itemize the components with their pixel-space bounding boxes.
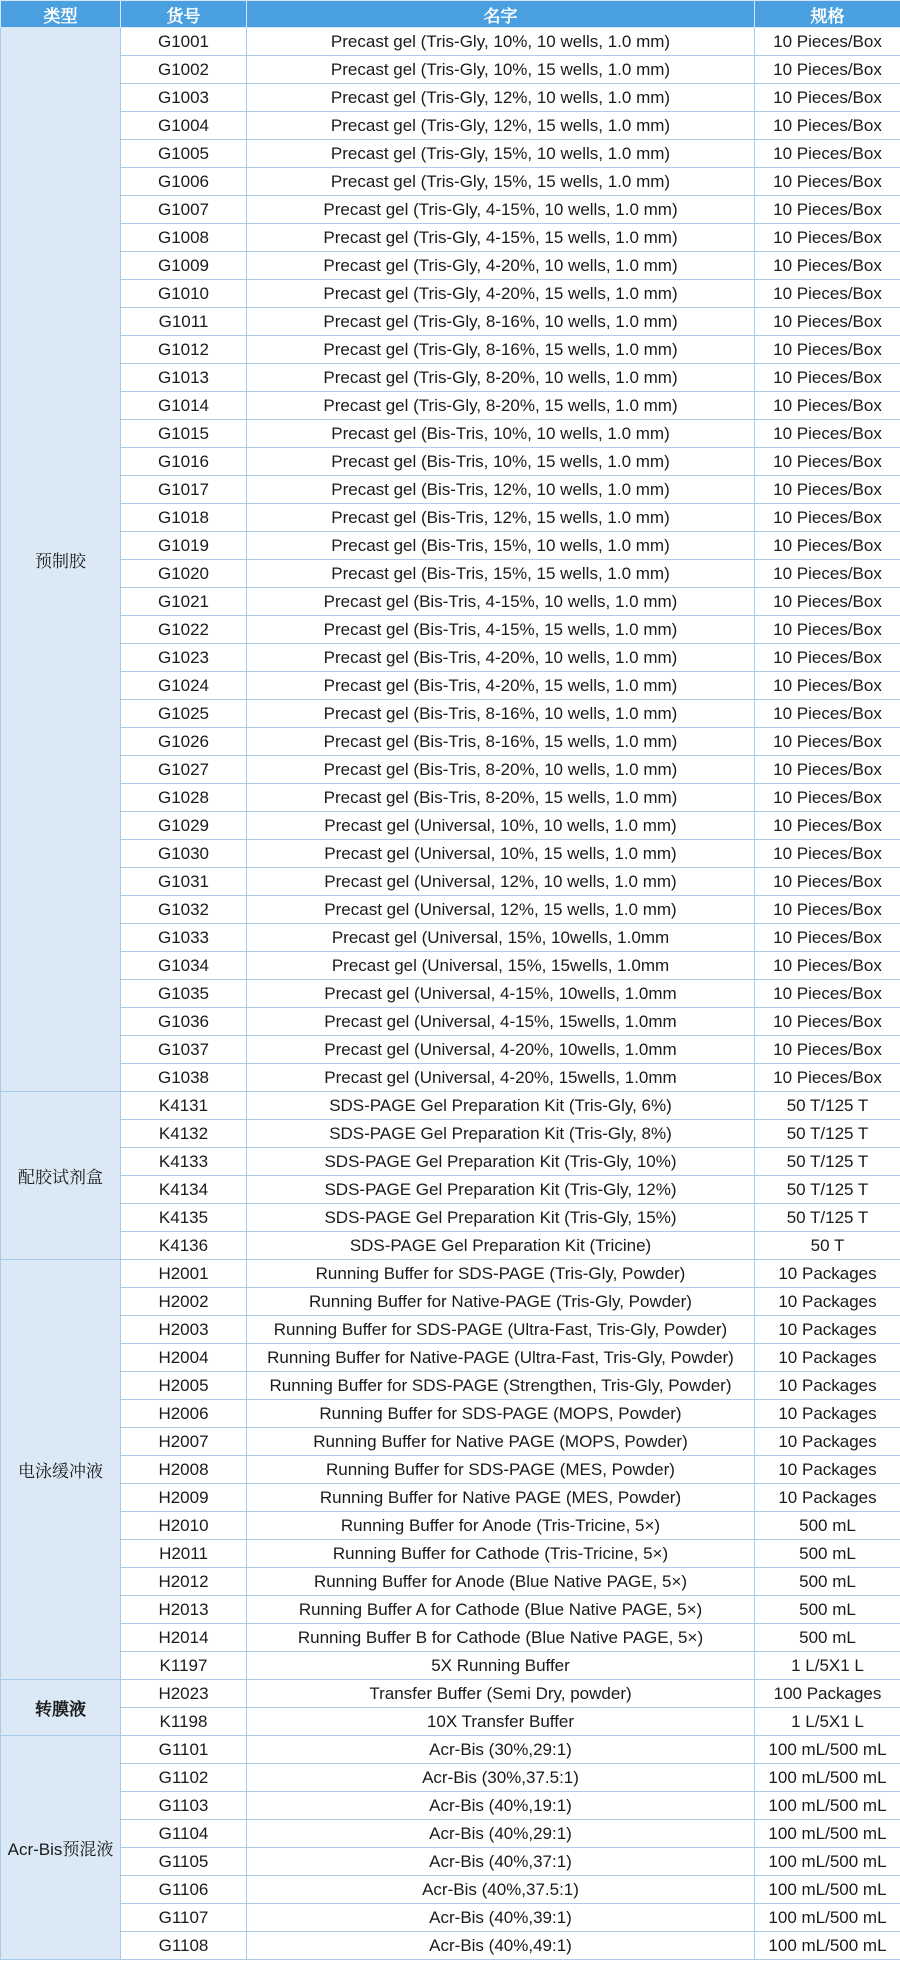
product-spec-cell: 10 Pieces/Box (755, 504, 900, 532)
product-code-cell: G1034 (121, 952, 247, 980)
category-cell: 电泳缓冲液 (1, 1260, 121, 1680)
product-code-cell: G1038 (121, 1064, 247, 1092)
table-row (1, 280, 900, 308)
product-name-cell: Running Buffer for SDS-PAGE (Tris-Gly, Powder) (247, 1260, 755, 1288)
table-row (1, 1008, 900, 1036)
product-spec-cell: 10 Pieces/Box (755, 784, 900, 812)
product-name-cell: Running Buffer for Anode (Blue Native PAGE, 5×) (247, 1568, 755, 1596)
product-name-cell: Precast gel (Bis-Tris, 10%, 10 wells, 1.0 mm) (247, 420, 755, 448)
product-code-cell: K4136 (121, 1232, 247, 1260)
product-code-cell: K4133 (121, 1148, 247, 1176)
product-name-cell: Acr-Bis (40%,29:1) (247, 1820, 755, 1848)
product-spec-cell: 50 T (755, 1232, 900, 1260)
product-code-cell: G1001 (121, 28, 247, 56)
product-name-cell: Precast gel (Tris-Gly, 8-20%, 15 wells, 1.0 mm) (247, 392, 755, 420)
product-code-cell: H2004 (121, 1344, 247, 1372)
table-row (1, 364, 900, 392)
product-spec-cell: 10 Pieces/Box (755, 588, 900, 616)
product-name-cell: Precast gel (Tris-Gly, 12%, 15 wells, 1.0 mm) (247, 112, 755, 140)
product-code-cell: H2010 (121, 1512, 247, 1540)
table-row (1, 1904, 900, 1932)
table-row (1, 812, 900, 840)
product-spec-cell: 10 Packages (755, 1400, 900, 1428)
product-name-cell: Precast gel (Universal, 12%, 10 wells, 1.0 mm) (247, 868, 755, 896)
product-code-cell: G1021 (121, 588, 247, 616)
product-name-cell: Acr-Bis (30%,29:1) (247, 1736, 755, 1764)
product-spec-cell: 10 Pieces/Box (755, 280, 900, 308)
product-code-cell: G1022 (121, 616, 247, 644)
product-spec-cell: 10 Pieces/Box (755, 224, 900, 252)
table-row (1, 560, 900, 588)
product-code-cell: G1007 (121, 196, 247, 224)
product-code-cell: G1011 (121, 308, 247, 336)
table-row (1, 1484, 900, 1512)
product-name-cell: Running Buffer for Native PAGE (MOPS, Powder) (247, 1428, 755, 1456)
product-spec-cell: 100 mL/500 mL (755, 1848, 900, 1876)
product-name-cell: Running Buffer for SDS-PAGE (MOPS, Powder) (247, 1400, 755, 1428)
product-name-cell: Precast gel (Bis-Tris, 15%, 10 wells, 1.0 mm) (247, 532, 755, 560)
product-spec-cell: 10 Pieces/Box (755, 1036, 900, 1064)
product-name-cell: Precast gel (Tris-Gly, 8-20%, 10 wells, 1.0 mm) (247, 364, 755, 392)
product-spec-cell: 100 mL/500 mL (755, 1904, 900, 1932)
product-code-cell: G1005 (121, 140, 247, 168)
product-code-cell: G1006 (121, 168, 247, 196)
product-name-cell: Precast gel (Tris-Gly, 10%, 10 wells, 1.0 mm) (247, 28, 755, 56)
table-row (1, 196, 900, 224)
product-spec-cell: 10 Pieces/Box (755, 924, 900, 952)
product-name-cell: SDS-PAGE Gel Preparation Kit (Tris-Gly, 15%) (247, 1204, 755, 1232)
product-name-cell: Precast gel (Bis-Tris, 8-16%, 15 wells, 1.0 mm) (247, 728, 755, 756)
product-name-cell: Precast gel (Bis-Tris, 4-20%, 15 wells, 1.0 mm) (247, 672, 755, 700)
product-spec-cell: 500 mL (755, 1624, 900, 1652)
product-name-cell: Precast gel (Universal, 10%, 15 wells, 1.0 mm) (247, 840, 755, 868)
product-code-cell: G1023 (121, 644, 247, 672)
product-spec-cell: 10 Pieces/Box (755, 868, 900, 896)
product-name-cell: Precast gel (Tris-Gly, 15%, 15 wells, 1.0 mm) (247, 168, 755, 196)
table-row (1, 308, 900, 336)
product-code-cell: G1103 (121, 1792, 247, 1820)
table-row (1, 1204, 900, 1232)
product-name-cell: Running Buffer A for Cathode (Blue Native PAGE, 5×) (247, 1596, 755, 1624)
product-name-cell: Precast gel (Bis-Tris, 8-16%, 10 wells, 1.0 mm) (247, 700, 755, 728)
table-row (1, 448, 900, 476)
product-spec-cell: 10 Pieces/Box (755, 1008, 900, 1036)
table-row (1, 1876, 900, 1904)
table-row (1, 1848, 900, 1876)
table-row (1, 420, 900, 448)
product-name-cell: Running Buffer for SDS-PAGE (MES, Powder) (247, 1456, 755, 1484)
product-name-cell: Precast gel (Universal, 4-20%, 15wells, 1.0mm (247, 1064, 755, 1092)
table-body (1, 28, 900, 1960)
table-row (1, 1064, 900, 1092)
product-spec-cell: 100 Packages (755, 1680, 900, 1708)
product-spec-cell: 100 mL/500 mL (755, 1876, 900, 1904)
product-code-cell: G1035 (121, 980, 247, 1008)
header-name: 名字 (247, 1, 755, 28)
product-code-cell: K4135 (121, 1204, 247, 1232)
product-code-cell: G1027 (121, 756, 247, 784)
product-name-cell: Precast gel (Bis-Tris, 8-20%, 10 wells, 1.0 mm) (247, 756, 755, 784)
product-code-cell: G1025 (121, 700, 247, 728)
table-row (1, 896, 900, 924)
product-spec-cell: 10 Pieces/Box (755, 196, 900, 224)
product-code-cell: G1029 (121, 812, 247, 840)
product-spec-cell: 50 T/125 T (755, 1176, 900, 1204)
product-code-cell: G1008 (121, 224, 247, 252)
table-row (1, 1288, 900, 1316)
table-row (1, 1092, 900, 1120)
product-spec-cell: 10 Pieces/Box (755, 252, 900, 280)
product-code-cell: G1108 (121, 1932, 247, 1960)
table-row (1, 1260, 900, 1288)
table-row (1, 1316, 900, 1344)
product-spec-cell: 10 Packages (755, 1288, 900, 1316)
product-spec-cell: 10 Pieces/Box (755, 616, 900, 644)
product-spec-cell: 10 Pieces/Box (755, 84, 900, 112)
product-name-cell: 5X Running Buffer (247, 1652, 755, 1680)
product-code-cell: K4134 (121, 1176, 247, 1204)
product-code-cell: G1028 (121, 784, 247, 812)
product-spec-cell: 100 mL/500 mL (755, 1736, 900, 1764)
product-code-cell: G1033 (121, 924, 247, 952)
category-cell: 预制胶 (1, 28, 121, 1092)
product-spec-cell: 10 Packages (755, 1484, 900, 1512)
table-row (1, 1764, 900, 1792)
product-code-cell: H2012 (121, 1568, 247, 1596)
table-row (1, 56, 900, 84)
table-row (1, 840, 900, 868)
table-row (1, 224, 900, 252)
table-row (1, 140, 900, 168)
table-row (1, 1400, 900, 1428)
table-row (1, 1624, 900, 1652)
table-row (1, 1932, 900, 1960)
product-code-cell: G1019 (121, 532, 247, 560)
product-code-cell: K1197 (121, 1652, 247, 1680)
product-spec-cell: 100 mL/500 mL (755, 1764, 900, 1792)
table-row (1, 1512, 900, 1540)
product-name-cell: Precast gel (Tris-Gly, 4-15%, 10 wells, 1.0 mm) (247, 196, 755, 224)
product-code-cell: H2003 (121, 1316, 247, 1344)
table-row (1, 1176, 900, 1204)
product-name-cell: 10X Transfer Buffer (247, 1708, 755, 1736)
product-code-cell: H2002 (121, 1288, 247, 1316)
table-row (1, 728, 900, 756)
product-spec-cell: 10 Packages (755, 1316, 900, 1344)
product-code-cell: G1012 (121, 336, 247, 364)
product-name-cell: Precast gel (Tris-Gly, 12%, 10 wells, 1.0 mm) (247, 84, 755, 112)
product-name-cell: SDS-PAGE Gel Preparation Kit (Tris-Gly, 6%) (247, 1092, 755, 1120)
product-spec-cell: 10 Pieces/Box (755, 644, 900, 672)
table-row (1, 168, 900, 196)
product-name-cell: Precast gel (Tris-Gly, 15%, 10 wells, 1.0 mm) (247, 140, 755, 168)
product-spec-cell: 10 Pieces/Box (755, 560, 900, 588)
table-row (1, 1652, 900, 1680)
product-spec-cell: 10 Pieces/Box (755, 812, 900, 840)
product-spec-cell: 10 Pieces/Box (755, 420, 900, 448)
product-code-cell: H2009 (121, 1484, 247, 1512)
product-spec-cell: 10 Pieces/Box (755, 28, 900, 56)
product-code-cell: G1002 (121, 56, 247, 84)
product-spec-cell: 10 Pieces/Box (755, 896, 900, 924)
product-spec-cell: 10 Pieces/Box (755, 112, 900, 140)
product-name-cell: Precast gel (Universal, 4-15%, 10wells, 1.0mm (247, 980, 755, 1008)
table-row (1, 28, 900, 56)
product-spec-cell: 50 T/125 T (755, 1120, 900, 1148)
product-code-cell: G1015 (121, 420, 247, 448)
product-name-cell: Running Buffer for Native-PAGE (Ultra-Fast, Tris-Gly, Powder) (247, 1344, 755, 1372)
product-spec-cell: 10 Packages (755, 1260, 900, 1288)
product-code-cell: G1013 (121, 364, 247, 392)
product-spec-cell: 10 Pieces/Box (755, 336, 900, 364)
table-row (1, 700, 900, 728)
product-spec-cell: 50 T/125 T (755, 1148, 900, 1176)
header-row (1, 1, 900, 28)
table-row (1, 1736, 900, 1764)
header-type: 类型 (1, 1, 121, 28)
product-name-cell: SDS-PAGE Gel Preparation Kit (Tris-Gly, 12%) (247, 1176, 755, 1204)
table-row (1, 616, 900, 644)
product-code-cell: H2001 (121, 1260, 247, 1288)
product-spec-cell: 10 Pieces/Box (755, 392, 900, 420)
table-row (1, 476, 900, 504)
product-spec-cell: 10 Packages (755, 1456, 900, 1484)
table-row (1, 532, 900, 560)
table-row (1, 1680, 900, 1708)
product-spec-cell: 1 L/5X1 L (755, 1708, 900, 1736)
product-spec-cell: 500 mL (755, 1596, 900, 1624)
table-row (1, 1708, 900, 1736)
product-name-cell: Precast gel (Tris-Gly, 4-20%, 15 wells, 1.0 mm) (247, 280, 755, 308)
product-code-cell: G1026 (121, 728, 247, 756)
product-spec-cell: 10 Packages (755, 1344, 900, 1372)
product-spec-cell: 10 Pieces/Box (755, 1064, 900, 1092)
table-row (1, 1428, 900, 1456)
product-code-cell: H2006 (121, 1400, 247, 1428)
product-spec-cell: 10 Pieces/Box (755, 672, 900, 700)
table-row (1, 504, 900, 532)
product-spec-cell: 10 Pieces/Box (755, 840, 900, 868)
product-spec-cell: 10 Pieces/Box (755, 532, 900, 560)
product-spec-cell: 10 Pieces/Box (755, 728, 900, 756)
product-code-cell: H2008 (121, 1456, 247, 1484)
product-spec-cell: 10 Pieces/Box (755, 308, 900, 336)
table-row (1, 112, 900, 140)
product-name-cell: Precast gel (Bis-Tris, 4-15%, 15 wells, 1.0 mm) (247, 616, 755, 644)
product-name-cell: SDS-PAGE Gel Preparation Kit (Tricine) (247, 1232, 755, 1260)
category-cell: Acr-Bis预混液 (1, 1736, 121, 1960)
product-name-cell: Precast gel (Bis-Tris, 12%, 15 wells, 1.0 mm) (247, 504, 755, 532)
table-row (1, 1372, 900, 1400)
table-row (1, 1540, 900, 1568)
table-row (1, 952, 900, 980)
product-spec-cell: 100 mL/500 mL (755, 1932, 900, 1960)
product-name-cell: Running Buffer for SDS-PAGE (Strengthen, Tris-Gly, Powder) (247, 1372, 755, 1400)
product-code-cell: K1198 (121, 1708, 247, 1736)
product-code-cell: H2013 (121, 1596, 247, 1624)
header-code: 货号 (121, 1, 247, 28)
product-name-cell: Precast gel (Tris-Gly, 8-16%, 15 wells, 1.0 mm) (247, 336, 755, 364)
product-name-cell: SDS-PAGE Gel Preparation Kit (Tris-Gly, 10%) (247, 1148, 755, 1176)
product-code-cell: H2005 (121, 1372, 247, 1400)
table-row (1, 1820, 900, 1848)
product-name-cell: Acr-Bis (40%,37.5:1) (247, 1876, 755, 1904)
table-row (1, 1148, 900, 1176)
table-row (1, 756, 900, 784)
product-code-cell: K4131 (121, 1092, 247, 1120)
product-code-cell: K4132 (121, 1120, 247, 1148)
header-spec: 规格 (755, 1, 900, 28)
table-row (1, 588, 900, 616)
product-code-cell: G1024 (121, 672, 247, 700)
product-spec-cell: 10 Pieces/Box (755, 700, 900, 728)
product-name-cell: Precast gel (Universal, 15%, 10wells, 1.0mm (247, 924, 755, 952)
product-spec-cell: 10 Pieces/Box (755, 56, 900, 84)
table-row (1, 1036, 900, 1064)
product-code-cell: G1106 (121, 1876, 247, 1904)
product-code-cell: G1004 (121, 112, 247, 140)
product-spec-cell: 50 T/125 T (755, 1204, 900, 1232)
product-spec-cell: 10 Pieces/Box (755, 140, 900, 168)
product-name-cell: Precast gel (Universal, 4-20%, 10wells, 1.0mm (247, 1036, 755, 1064)
product-code-cell: G1009 (121, 252, 247, 280)
product-name-cell: Precast gel (Bis-Tris, 15%, 15 wells, 1.0 mm) (247, 560, 755, 588)
table-row (1, 868, 900, 896)
product-spec-cell: 1 L/5X1 L (755, 1652, 900, 1680)
product-spec-cell: 100 mL/500 mL (755, 1820, 900, 1848)
product-code-cell: G1016 (121, 448, 247, 476)
product-code-cell: H2023 (121, 1680, 247, 1708)
product-name-cell: Acr-Bis (40%,39:1) (247, 1904, 755, 1932)
product-spec-cell: 10 Pieces/Box (755, 980, 900, 1008)
product-spec-cell: 10 Pieces/Box (755, 168, 900, 196)
product-code-cell: G1037 (121, 1036, 247, 1064)
product-name-cell: Precast gel (Tris-Gly, 8-16%, 10 wells, 1.0 mm) (247, 308, 755, 336)
product-code-cell: G1018 (121, 504, 247, 532)
product-code-cell: G1003 (121, 84, 247, 112)
product-name-cell: SDS-PAGE Gel Preparation Kit (Tris-Gly, 8%) (247, 1120, 755, 1148)
product-code-cell: G1032 (121, 896, 247, 924)
table-row (1, 784, 900, 812)
product-name-cell: Precast gel (Bis-Tris, 4-15%, 10 wells, 1.0 mm) (247, 588, 755, 616)
product-name-cell: Running Buffer for Native-PAGE (Tris-Gly, Powder) (247, 1288, 755, 1316)
product-code-cell: H2014 (121, 1624, 247, 1652)
product-code-cell: G1107 (121, 1904, 247, 1932)
table-row (1, 1120, 900, 1148)
product-name-cell: Running Buffer B for Cathode (Blue Native PAGE, 5×) (247, 1624, 755, 1652)
table-row (1, 1232, 900, 1260)
product-code-cell: G1101 (121, 1736, 247, 1764)
product-name-cell: Precast gel (Universal, 15%, 15wells, 1.0mm (247, 952, 755, 980)
product-name-cell: Transfer Buffer (Semi Dry, powder) (247, 1680, 755, 1708)
product-code-cell: G1014 (121, 392, 247, 420)
product-spec-cell: 10 Packages (755, 1372, 900, 1400)
product-name-cell: Precast gel (Tris-Gly, 4-20%, 10 wells, 1.0 mm) (247, 252, 755, 280)
product-code-cell: G1010 (121, 280, 247, 308)
product-name-cell: Precast gel (Universal, 10%, 10 wells, 1.0 mm) (247, 812, 755, 840)
product-code-cell: G1105 (121, 1848, 247, 1876)
product-name-cell: Acr-Bis (30%,37.5:1) (247, 1764, 755, 1792)
product-spec-cell: 100 mL/500 mL (755, 1792, 900, 1820)
product-spec-cell: 500 mL (755, 1568, 900, 1596)
product-name-cell: Acr-Bis (40%,19:1) (247, 1792, 755, 1820)
product-name-cell: Running Buffer for SDS-PAGE (Ultra-Fast, Tris-Gly, Powder) (247, 1316, 755, 1344)
product-name-cell: Acr-Bis (40%,37:1) (247, 1848, 755, 1876)
table-row (1, 336, 900, 364)
product-name-cell: Precast gel (Bis-Tris, 8-20%, 15 wells, 1.0 mm) (247, 784, 755, 812)
category-cell: 配胶试剂盒 (1, 1092, 121, 1260)
product-code-cell: G1036 (121, 1008, 247, 1036)
product-name-cell: Precast gel (Bis-Tris, 10%, 15 wells, 1.0 mm) (247, 448, 755, 476)
product-code-cell: G1104 (121, 1820, 247, 1848)
category-cell: 转膜液 (1, 1680, 121, 1736)
table-row (1, 1344, 900, 1372)
product-code-cell: G1020 (121, 560, 247, 588)
product-spec-cell: 10 Packages (755, 1428, 900, 1456)
product-name-cell: Running Buffer for Anode (Tris-Tricine, 5×) (247, 1512, 755, 1540)
product-name-cell: Precast gel (Universal, 4-15%, 15wells, 1.0mm (247, 1008, 755, 1036)
table-row (1, 924, 900, 952)
product-spec-cell: 500 mL (755, 1540, 900, 1568)
product-spec-cell: 500 mL (755, 1512, 900, 1540)
product-name-cell: Running Buffer for Cathode (Tris-Tricine, 5×) (247, 1540, 755, 1568)
table-row (1, 84, 900, 112)
table-row (1, 644, 900, 672)
table-row (1, 1568, 900, 1596)
product-spec-cell: 50 T/125 T (755, 1092, 900, 1120)
product-name-cell: Precast gel (Universal, 12%, 15 wells, 1.0 mm) (247, 896, 755, 924)
product-spec-cell: 10 Pieces/Box (755, 364, 900, 392)
table-row (1, 1596, 900, 1624)
product-code-cell: H2011 (121, 1540, 247, 1568)
product-code-cell: H2007 (121, 1428, 247, 1456)
product-name-cell: Running Buffer for Native PAGE (MES, Powder) (247, 1484, 755, 1512)
product-spec-cell: 10 Pieces/Box (755, 756, 900, 784)
table-row (1, 980, 900, 1008)
product-code-cell: G1030 (121, 840, 247, 868)
table-row (1, 1456, 900, 1484)
product-name-cell: Precast gel (Bis-Tris, 4-20%, 10 wells, 1.0 mm) (247, 644, 755, 672)
product-name-cell: Precast gel (Tris-Gly, 10%, 15 wells, 1.0 mm) (247, 56, 755, 84)
table-row (1, 672, 900, 700)
product-name-cell: Acr-Bis (40%,49:1) (247, 1932, 755, 1960)
table-row (1, 252, 900, 280)
product-name-cell: Precast gel (Tris-Gly, 4-15%, 15 wells, 1.0 mm) (247, 224, 755, 252)
product-code-cell: G1031 (121, 868, 247, 896)
product-spec-cell: 10 Pieces/Box (755, 476, 900, 504)
table-row (1, 392, 900, 420)
product-code-cell: G1017 (121, 476, 247, 504)
product-spec-cell: 10 Pieces/Box (755, 448, 900, 476)
table-row (1, 1792, 900, 1820)
product-code-cell: G1102 (121, 1764, 247, 1792)
product-spec-cell: 10 Pieces/Box (755, 952, 900, 980)
product-name-cell: Precast gel (Bis-Tris, 12%, 10 wells, 1.0 mm) (247, 476, 755, 504)
